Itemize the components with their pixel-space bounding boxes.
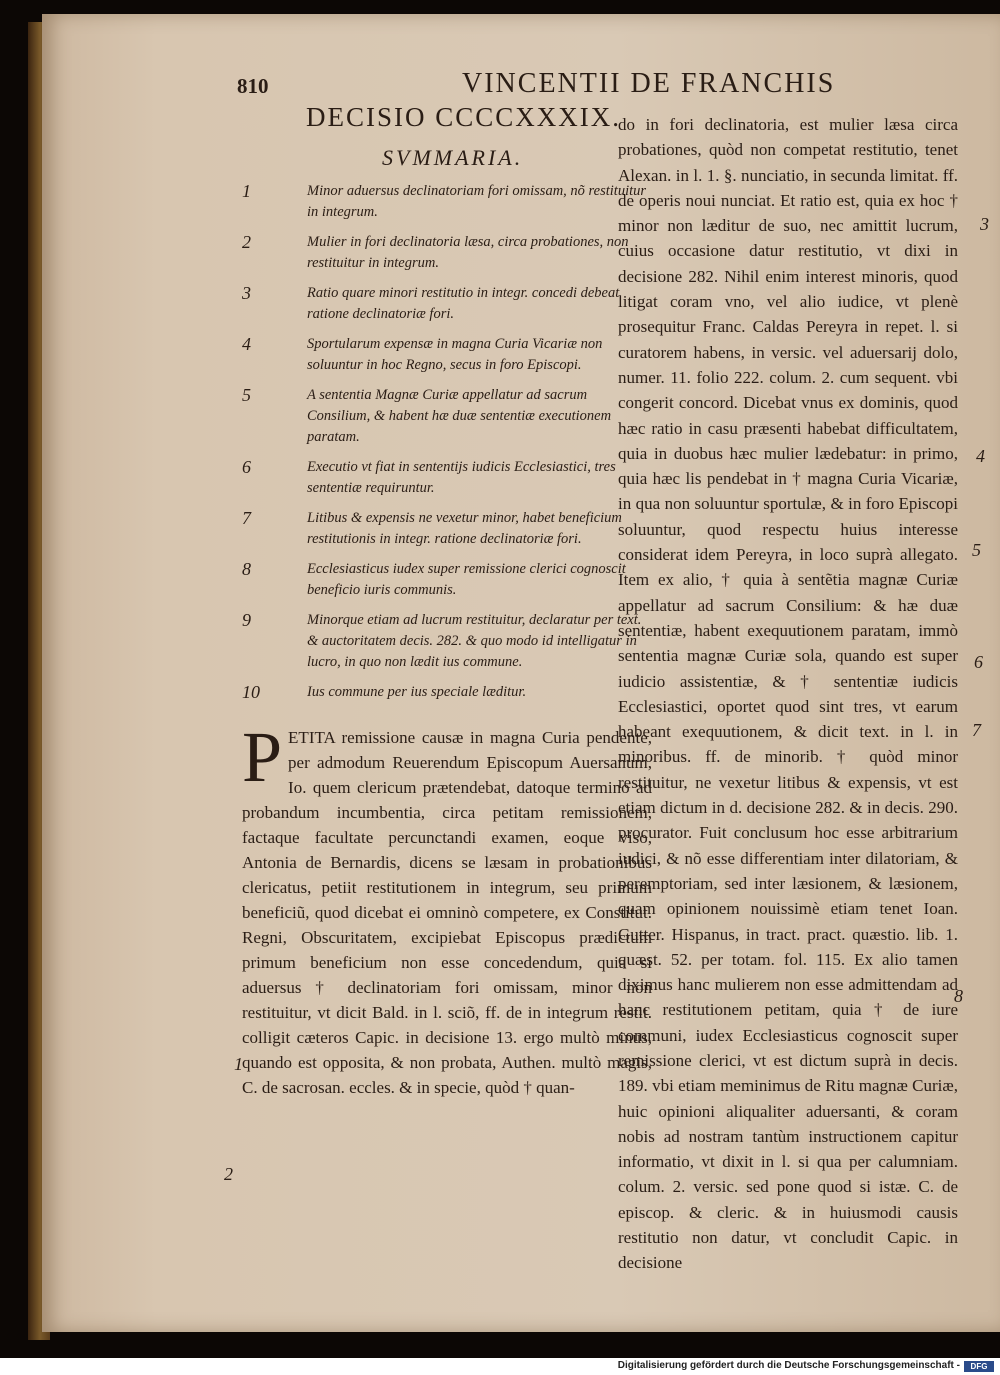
summaria-number: 9 — [242, 610, 251, 630]
summaria-heading: SVMMARIA. — [382, 145, 524, 170]
summaria-item — [242, 559, 652, 601]
right-paragraph: do in fori declinatoria, est mulier læsa circa probationes, quòd non competat restitutio, tenet Alexan. in l. 1. §. nunciatio, in secunda limitat. ff. de operis noui nunciat. Et ratio est, quia ex hoc † minor non læditur de suo, nec amittit lucrum, cuius occasione datur restitutio, vt dixi in decisione 282. Nihil enim interest minoris, quod litigat coram vno, vel alio iudice, vt plenè prosequitur Franc. Caldas Pereyra in repet. l. si curatorem habens, in versic. vel aduersarij dolo, numer. 11. folio 222. colum. 2. cum sequent. vbi congerit concord. Dicebat vnus ex dominis, quod hæc ratio in casu præsenti habebat difficultatem, quia in duobus hæc mulier lædebatur: in primo, quia hæc lis pendebat in † magna Curia Vicariæ, in qua non soluuntur sportulæ, & in foro Episcopi soluuntur, quod respectu huius interesse considerat idem Pereyra, in loco suprà allegato. Item ex alio, † quia à sentẽtia magnæ Curiæ appellatur ad sacrum Consilium: & hæ duæ sententiæ, habent exequutionem paratam, immò sententia magnæ Curiæ sola, quando est super iudicio assistentiæ, & † sententiæ iudicis Ecclesiastici, oportet quod sint tres, vt earum habeant exequutionem, & dicit text. in l. in minoribus. ff. de minorib. † quòd minor restituitur, ne vexetur litibus & expensis, vt est etiam dictum in d. decisione 282. & in decis. 290. procurator. Fuit conclusum hoc esse arbitrarium iudici, & nõ esse differentiam inter dilatoriam, & peremptoriam, sed inter læsionem, & læsionem, quam opinionem nouissimè etiam tenet Ioan. Gutter. Hispanus, in tract. pract. quæstio. lib. 1. quæst. 52. per totam. fol. 115. Ex alio tamen diximus hanc mulierem non esse admittendam ad hanc restitutionem petitam, quia † de iure communi, iudex Ecclesiasticus cognoscit super remissione clerici, vt est dictum suprà in decis. 189. vbi etiam meminimus de Ritu magnæ Curiæ, huic opinioni aliqualiter aduersanti, & coram nobis ad nostram tantùm instructionem capitur informatio, vt dixit in l. si qua per calumniam. colum. 2. versic. sed pone quod si istæ. C. de episcop. & cleric. & in huiusmodi causis restitutio non datur, vt concludit Capic. in decisione — [618, 115, 958, 1273]
summaria-text: Ecclesiasticus iudex super remissione clerici cognoscit beneficio iuris communis. — [307, 561, 626, 598]
summaria-number: 6 — [242, 457, 251, 477]
footer-bar — [0, 1358, 1000, 1375]
margin-number: 7 — [972, 720, 981, 740]
summaria-text: Litibus & expensis ne vexetur minor, habet beneficium restitutionis in integr. ratione declinatoriæ fori. — [307, 510, 622, 547]
summaria-item — [242, 610, 652, 673]
summaria-number: 7 — [242, 508, 251, 528]
running-head — [42, 64, 1000, 104]
summaria-item — [242, 457, 652, 499]
margin-number: 6 — [974, 652, 983, 672]
summaria-text: A sententia Magnæ Curiæ appellatur ad sacrum Consilium, & habent hæ duæ sententiæ executionem paratam. — [307, 387, 612, 445]
dfg-logo: DFG — [964, 1361, 994, 1372]
decisio-title: DECISIO CCCCXXXIX. — [306, 102, 622, 132]
summaria-text: Minor aduersus declinatoriam fori omissam, nõ restituitur in integrum. — [307, 183, 647, 220]
summaria-number: 1 — [242, 181, 251, 201]
summaria-number: 5 — [242, 385, 251, 405]
summaria-list — [242, 181, 652, 703]
book-page — [42, 14, 1000, 1332]
summaria-number: 2 — [242, 232, 251, 252]
margin-number: 4 — [976, 446, 985, 466]
summaria-text: Mulier in fori declinatoria læsa, circa probationes, non restituitur in integrum. — [307, 234, 629, 271]
summaria-item — [242, 508, 652, 550]
summaria-text: Executio vt fiat in sententijs iudicis Ecclesiastici, tres sententiæ requiruntur. — [307, 459, 616, 496]
summaria-number: 3 — [242, 283, 251, 303]
left-body-text — [242, 717, 652, 1100]
right-column — [618, 112, 958, 1276]
folio-number: 810 — [237, 74, 269, 98]
summaria-text: Sportularum expensæ in magna Curia Vicariæ non soluuntur in hoc Regno, secus in foro Episcopi. — [307, 336, 603, 373]
summaria-item — [242, 283, 652, 325]
margin-number: 5 — [972, 540, 981, 560]
summaria-item — [242, 334, 652, 376]
summaria-text: Ratio quare minori restitutio in integr. concedi debeat ratione declinatoriæ fori. — [307, 285, 620, 322]
margin-number: 8 — [954, 986, 963, 1006]
right-body-text — [618, 112, 958, 1276]
summaria-number: 4 — [242, 334, 251, 354]
margin-number: 2 — [224, 1164, 233, 1184]
left-column — [242, 102, 652, 1100]
left-paragraph: ETITA remissione causæ in magna Curia pendente, per admodum Reuerendum Episcopum Auersanum, Io. quem clericum prætendebat, datoque termino ad probandum incumbentia, circa petitam remissionem, factaque facultate percunctandi examen, eoque viso, Antonia de Bernardis, dicens se læsam in probationibus clericatus, petiit restitutionem in integrum, seu primum beneficiũ, quod dicebat ei omninò competere, ex Constitut. Regni, Obscuritatem, excipiebat Episcopus prædictum primum beneficium non esse concedendum, quia si aduersus † declinatoriam fori omissam, minor non restituitur, vt dicit Bald. in l. sciõ, ff. de in integrum restit. colligit cæteros Capic. in decisione 13. ergo multò minus, quando est opposita, & non probata, Authen. multò magis, C. de sacrosan. eccles. & in specie, quòd † quan- — [242, 728, 652, 1097]
summaria-text: Ius commune per ius speciale læditur. — [307, 684, 527, 700]
drop-capital: P — [242, 717, 283, 797]
running-title: VINCENTII DE FRANCHIS — [462, 68, 836, 99]
margin-number: 3 — [980, 214, 989, 234]
summaria-text: Minorque etiam ad lucrum restituitur, declaratur per text. & auctoritatem decis. 282. & quo modo id intelligatur in lucro, in quo non lædit ius commune. — [307, 612, 642, 670]
footer-credit: Digitalisierung gefördert durch die Deutsche Forschungsgemeinschaft - — [617, 1360, 960, 1371]
summaria-item — [242, 385, 652, 448]
summaria-item — [242, 682, 652, 703]
summaria-number: 8 — [242, 559, 251, 579]
summaria-number: 10 — [242, 682, 260, 702]
margin-number: 1 — [234, 1054, 243, 1074]
summaria-item — [242, 181, 652, 223]
summaria-item — [242, 232, 652, 274]
